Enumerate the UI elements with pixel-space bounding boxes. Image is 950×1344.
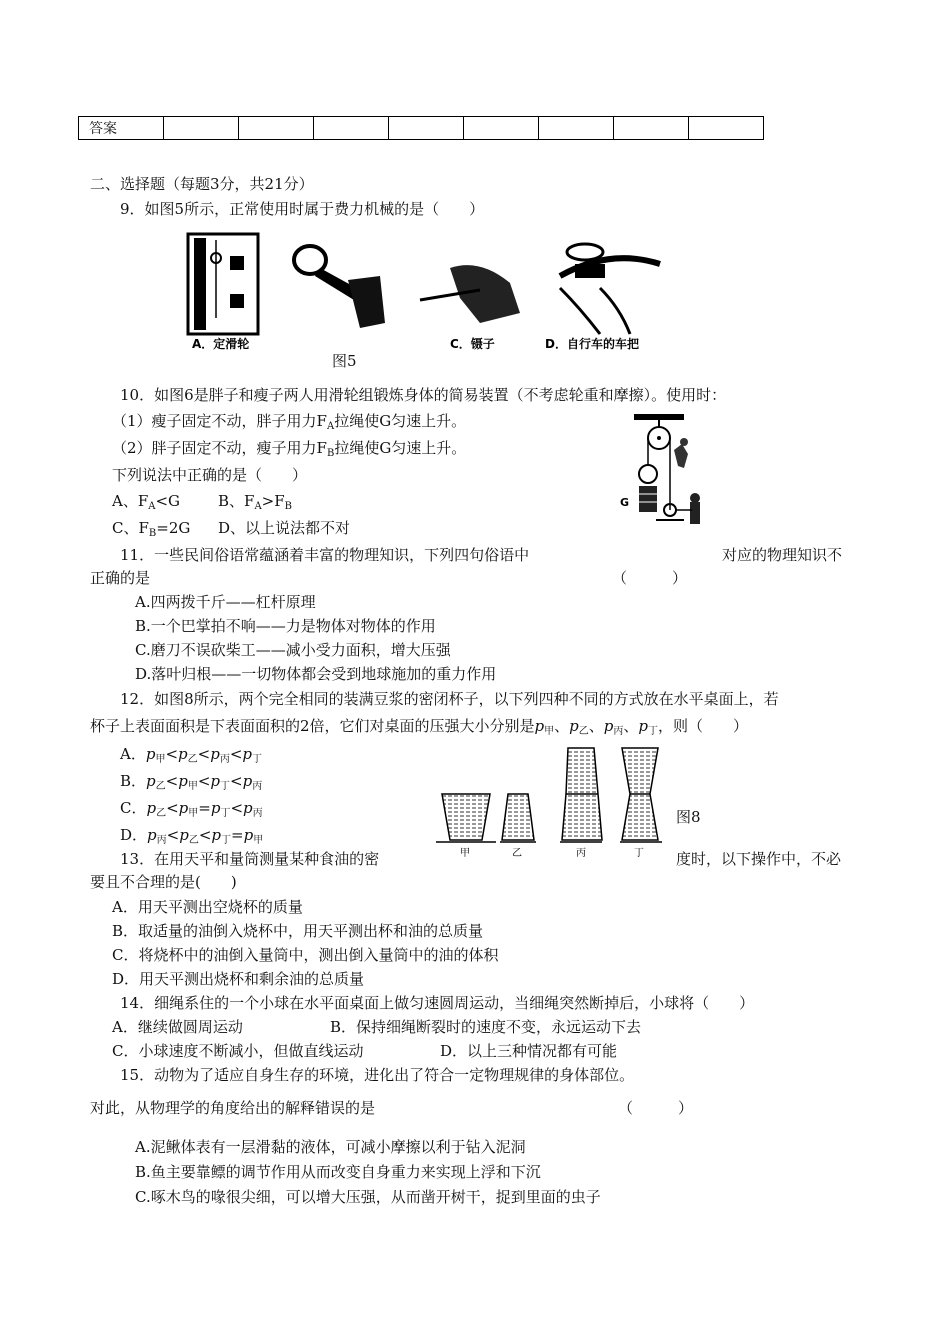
question-12-option-a[interactable]: A．$p_甲<p_乙<p_丙<p_丁$ [120, 745, 263, 765]
question-9-stem: 9．如图5所示，正常使用时属于费力机械的是（ ） [120, 200, 485, 218]
answer-cell[interactable] [689, 117, 764, 140]
question-13-stem-a: 13．在用天平和量筒测量某种食油的密 [120, 850, 380, 868]
question-13-option-a[interactable]: A．用天平测出空烧杯的质量 [112, 898, 303, 916]
answer-table-header: 答案 [79, 117, 164, 140]
fixed-pulley-figure [188, 234, 258, 334]
question-15-option-c[interactable]: C.啄木鸟的喙很尖细，可以增大压强，从而凿开树干，捉到里面的虫子 [135, 1188, 601, 1206]
wrench-figure [294, 246, 385, 328]
cup-label-bing: 丙 [576, 848, 586, 859]
question-15-option-b[interactable]: B.鱼主要靠鳔的调节作用从而改变自身重力来实现上浮和下沉 [135, 1163, 541, 1181]
question-13-option-b[interactable]: B．取适量的油倒入烧杯中，用天平测出杯和油的总质量 [112, 922, 484, 940]
question-11-option-a[interactable]: A.四两拨千斤——杠杆原理 [135, 593, 316, 611]
question-12-option-b[interactable]: B．$p_乙<p_甲<p_丁<p_丙$ [120, 772, 263, 792]
question-10-option-b[interactable]: B、$F_A>F_B$ [218, 492, 293, 512]
bicycle-handlebar-figure [560, 244, 660, 334]
figure-8-caption: 图8 [676, 808, 701, 826]
question-10-prompt: 下列说法中正确的是（ ） [112, 466, 308, 484]
question-15-stem-b: 对此，从物理学的角度给出的解释错误的是 [90, 1099, 376, 1117]
figure-6-pulley-system [612, 410, 712, 532]
answer-cell[interactable] [464, 117, 539, 140]
question-12-option-d[interactable]: D．$p_丙<p_乙<p_丁=p_甲$ [120, 826, 264, 846]
section-title: 二、选择题（每题3分，共21分） [90, 175, 314, 193]
cup-label-jia: 甲 [460, 848, 470, 859]
weight-g-label: G [620, 496, 630, 509]
tweezers-figure [420, 265, 520, 323]
question-15-option-a[interactable]: A.泥鳅体表有一层滑黏的液体，可减小摩擦以利于钻入泥洞 [135, 1138, 526, 1156]
answer-cell[interactable] [239, 117, 314, 140]
figure-5 [180, 228, 680, 358]
answer-table [78, 116, 764, 140]
question-13-stem-b: 度时，以下操作中，不必 [676, 850, 842, 868]
question-14-option-c[interactable]: C．小球速度不断减小，但做直线运动 [112, 1042, 364, 1060]
answer-cell[interactable] [539, 117, 614, 140]
question-11-option-b[interactable]: B.一个巴掌拍不响——力是物体对物体的作用 [135, 617, 436, 635]
question-15-stem-a: 15．动物为了适应自身生存的环境，进化出了符合一定物理规律的身体部位。 [120, 1066, 635, 1084]
fig5-label-d: D．自行车的车把 [545, 337, 639, 351]
question-11-stem-a: 11．一些民间俗语常蕴涵着丰富的物理知识，下列四句俗语中 [120, 546, 530, 564]
question-10-option-c[interactable]: C、$F_B=2G$ [112, 519, 191, 539]
question-10-condition-1: （1）瘦子固定不动，胖子用力$F_A$拉绳使G匀速上升。 [112, 412, 467, 432]
question-14-option-d[interactable]: D．以上三种情况都有可能 [440, 1042, 618, 1060]
question-14-stem: 14．细绳系住的一个小球在水平面桌面上做匀速圆周运动，当细绳突然断掉后，小球将（ ） [120, 994, 755, 1012]
question-12-option-c[interactable]: C．$p_乙<p_甲=p_丁<p_丙$ [120, 799, 263, 819]
question-10-stem: 10．如图6是胖子和瘦子两人用滑轮组锻炼身体的简易装置（不考虑轮重和摩擦）。使用时： [120, 386, 727, 404]
question-14-option-a[interactable]: A．继续做圆周运动 [112, 1018, 243, 1036]
question-13-option-c[interactable]: C．将烧杯中的油倒入量筒中，测出倒入量筒中的油的体积 [112, 946, 499, 964]
answer-cell[interactable] [164, 117, 239, 140]
question-13-option-d[interactable]: D．用天平测出烧杯和剩余油的总质量 [112, 970, 365, 988]
question-12-line-1: 12．如图8所示，两个完全相同的装满豆浆的密闭杯子，以下列四种不同的方式放在水平桌面上，若 [120, 690, 779, 708]
fig5-label-c: C．镊子 [450, 337, 495, 351]
question-15-answer-paren: （ ） [618, 1099, 694, 1117]
question-11-option-d[interactable]: D.落叶归根——一切物体都会受到地球施加的重力作用 [135, 665, 497, 683]
question-14-option-b[interactable]: B．保持细绳断裂时的速度不变，永远运动下去 [330, 1018, 642, 1036]
answer-cell[interactable] [314, 117, 389, 140]
figure-5-caption: 图5 [332, 352, 357, 370]
figure-8-cups [436, 742, 668, 862]
question-11-stem-c: 正确的是 [90, 569, 151, 587]
answer-cell[interactable] [389, 117, 464, 140]
cup-label-yi: 乙 [512, 848, 522, 859]
question-12-line-2: 杯子上表面面积是下表面面积的2倍，它们对桌面的压强大小分别是$p_甲$、$p_乙$、$p_丙$、$p_丁$，则（ ） [90, 717, 749, 737]
cup-label-ding: 丁 [634, 848, 644, 859]
question-10-condition-2: （2）胖子固定不动，瘦子用力$F_B$拉绳使G匀速上升。 [112, 439, 467, 459]
question-11-answer-paren: （ ） [612, 569, 688, 587]
question-10-option-d[interactable]: D、以上说法都不对 [218, 519, 351, 537]
question-11-stem-b: 对应的物理知识不 [722, 546, 843, 564]
fig5-label-a: A．定滑轮 [192, 337, 250, 351]
question-11-option-c[interactable]: C.磨刀不误砍柴工——减小受力面积，增大压强 [135, 641, 451, 659]
question-13-stem-c: 要且不合理的是( ) [90, 873, 237, 891]
answer-cell[interactable] [614, 117, 689, 140]
question-10-option-a[interactable]: A、$F_A<G$ [112, 492, 181, 512]
